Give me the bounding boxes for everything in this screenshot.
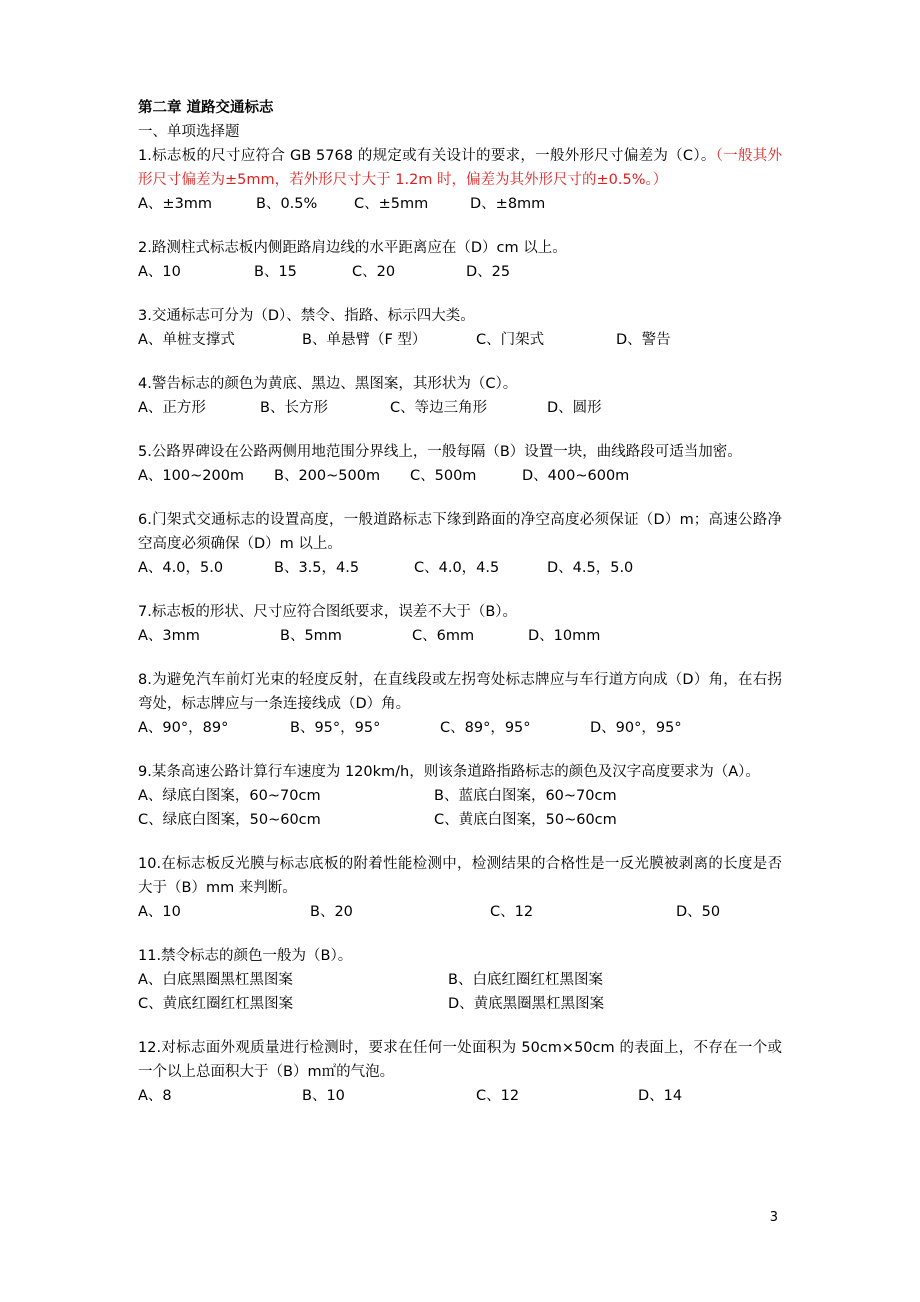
option-c: C、6mm	[412, 628, 475, 644]
option-a: A、10	[138, 904, 181, 920]
options-row	[138, 900, 782, 924]
option-d: D、400~600m	[522, 468, 630, 484]
option-a: A、正方形	[138, 400, 206, 416]
question-stem: 7.标志板的形状、尺寸应符合图纸要求，误差不大于（B）。	[138, 604, 518, 620]
options-row	[138, 968, 782, 992]
question-stem: 6.门架式交通标志的设置高度，一般道路标志下缘到路面的净空高度必须保证（D）m；高速公路净空高度必须确保（D）m 以上。	[138, 512, 782, 552]
question-9	[138, 760, 782, 832]
option-a: A、8	[138, 1088, 172, 1104]
options-row	[138, 556, 782, 580]
option-a: A、3mm	[138, 628, 200, 644]
question-11	[138, 944, 782, 1016]
option-c: C、12	[490, 904, 534, 920]
option-b: B、白底红圈红杠黑图案	[448, 972, 603, 988]
question-stem	[138, 144, 782, 192]
option-c: C、门架式	[476, 332, 545, 348]
option-c: C、等边三角形	[390, 400, 488, 416]
chapter-title: 第二章 道路交通标志	[138, 100, 274, 116]
option-d: D、14	[638, 1088, 683, 1104]
options-row	[138, 992, 782, 1016]
option-a: A、白底黑圈黑杠黑图案	[138, 972, 293, 988]
options-row	[138, 464, 782, 488]
question-stem: 5.公路界碑设在公路两侧用地范围分界线上，一般每隔（B）设置一块，曲线路段可适当加密。	[138, 444, 742, 460]
option-a: A、10	[138, 264, 181, 280]
answer-note: （一般其外形尺寸偏差为±5mm，若外形尺寸大于 1.2m 时，偏差为其外形尺寸的±0.5%。）	[138, 148, 782, 188]
option-d: D、90°，95°	[590, 720, 682, 736]
options-row	[138, 624, 782, 648]
option-c: C、20	[352, 264, 396, 280]
option-b: B、长方形	[260, 400, 328, 416]
option-a: A、单桩支撑式	[138, 332, 235, 348]
question-stem: 8.为避免汽车前灯光束的轻度反射，在直线段或左拐弯处标志牌应与车行道方向成（D）角，在右拐弯处，标志牌应与一条连接线成（D）角。	[138, 672, 782, 712]
option-d: D、4.5，5.0	[547, 560, 634, 576]
question-stem: 11.禁令标志的颜色一般为（B）。	[138, 948, 353, 964]
option-d: D、警告	[616, 332, 671, 348]
question-10	[138, 852, 782, 924]
options-row	[138, 396, 782, 420]
option-b: B、10	[302, 1088, 345, 1104]
question-12	[138, 1036, 782, 1108]
option-b: B、95°，95°	[290, 720, 381, 736]
option-b: B、15	[254, 264, 297, 280]
question-stem: 3.交通标志可分为（D）、禁令、指路、标示四大类。	[138, 308, 475, 324]
question-1	[138, 144, 782, 216]
question-stem: 2.路测柱式标志板内侧距路肩边线的水平距离应在（D）cm 以上。	[138, 240, 567, 256]
options-row	[138, 1084, 782, 1108]
question-stem: 4.警告标志的颜色为黄底、黑边、黑图案，其形状为（C）。	[138, 376, 518, 392]
options-row	[138, 328, 782, 352]
option-c: C、500m	[410, 468, 477, 484]
options-row	[138, 784, 782, 808]
option-b: B、200~500m	[274, 468, 381, 484]
option-c: C、±5mm	[354, 196, 429, 212]
option-c: C、黄底红圈红杠黑图案	[138, 996, 294, 1012]
option-d: C、黄底白图案，50~60cm	[434, 812, 617, 828]
question-7	[138, 600, 782, 648]
option-c: C、绿底白图案，50~60cm	[138, 812, 321, 828]
option-b: B、0.5%	[256, 196, 318, 212]
question-stem: 9.某条高速公路计算行车速度为 120km/h，则该条道路指路标志的颜色及汉字高度要求为（A）。	[138, 764, 760, 780]
option-a: A、±3mm	[138, 196, 213, 212]
option-b: B、3.5，4.5	[274, 560, 360, 576]
option-b: B、20	[310, 904, 353, 920]
option-d: D、圆形	[547, 400, 602, 416]
page-number: 3	[769, 1210, 778, 1225]
option-d: D、25	[466, 264, 511, 280]
question-5	[138, 440, 782, 488]
option-a: A、4.0，5.0	[138, 560, 224, 576]
options-row	[138, 716, 782, 740]
option-c: C、4.0，4.5	[414, 560, 500, 576]
option-b: B、蓝底白图案，60~70cm	[434, 788, 617, 804]
option-c: C、12	[476, 1088, 520, 1104]
question-4	[138, 372, 782, 420]
options-row	[138, 260, 782, 284]
option-c: C、89°，95°	[440, 720, 531, 736]
option-d: D、±8mm	[470, 196, 546, 212]
option-b: B、单悬臂（F 型）	[302, 332, 427, 348]
question-3	[138, 304, 782, 352]
option-d: D、10mm	[528, 628, 601, 644]
question-8	[138, 668, 782, 740]
question-2	[138, 236, 782, 284]
option-d: D、黄底黑圈黑杠黑图案	[448, 996, 605, 1012]
option-b: B、5mm	[280, 628, 342, 644]
option-d: D、50	[676, 904, 721, 920]
section-title: 一、单项选择题	[138, 124, 240, 140]
question-stem: 12.对标志面外观质量进行检测时，要求在任何一处面积为 50cm×50cm 的表面上，不存在一个或一个以上总面积大于（B）m㎡的气泡。	[138, 1040, 782, 1080]
question-stem: 10.在标志板反光膜与标志底板的附着性能检测中，检测结果的合格性是一反光膜被剥离的长度是否大于（B）mm 来判断。	[138, 856, 782, 896]
option-a: A、绿底白图案，60~70cm	[138, 788, 321, 804]
option-a: A、100~200m	[138, 468, 245, 484]
option-a: A、90°，89°	[138, 720, 229, 736]
question-6	[138, 508, 782, 580]
options-row	[138, 192, 782, 216]
options-row	[138, 808, 782, 832]
question-text: 1.标志板的尺寸应符合 GB 5768 的规定或有关设计的要求，一般外形尺寸偏差为（C）。	[138, 148, 716, 164]
